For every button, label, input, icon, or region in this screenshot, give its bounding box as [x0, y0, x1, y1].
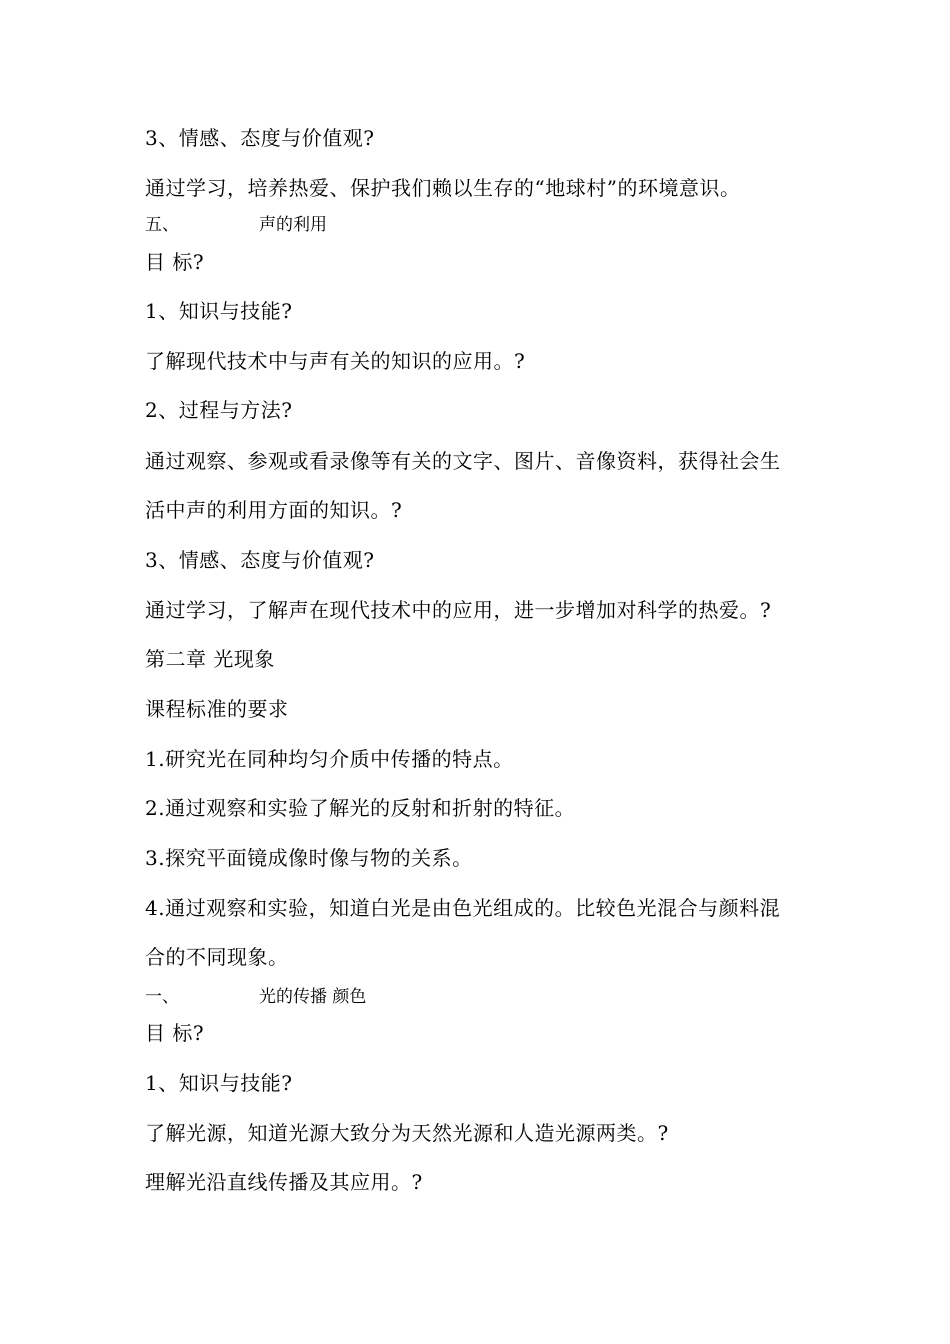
text-line: 通过观察、参观或看录像等有关的文字、图片、音像资料，获得社会生: [145, 449, 781, 473]
text-line: 3、情感、态度与价值观?: [145, 126, 375, 150]
text-line: 了解光源，知道光源大致分为天然光源和人造光源两类。?: [145, 1121, 669, 1145]
text-line: 目 标?: [145, 250, 205, 274]
section-title: 光的传播 颜色: [259, 987, 367, 1007]
list-item: 2.通过观察和实验了解光的反射和折射的特征。: [145, 796, 576, 820]
text-line: 理解光沿直线传播及其应用。?: [145, 1170, 423, 1194]
text-line: 2、过程与方法?: [145, 398, 293, 422]
text-line: 活中声的利用方面的知识。?: [145, 498, 403, 522]
text-line: 1、知识与技能?: [145, 299, 293, 323]
text-line: 合的不同现象。: [145, 945, 289, 969]
section-number: 五、: [145, 215, 179, 235]
section-number: 一、: [145, 987, 179, 1007]
text-line: 3、情感、态度与价值观?: [145, 548, 375, 572]
list-item: 3.探究平面镜成像时像与物的关系。: [145, 846, 473, 870]
text-line: 通过学习，了解声在现代技术中的应用，进一步增加对科学的热爱。?: [145, 598, 772, 622]
text-line: 目 标?: [145, 1021, 205, 1045]
text-line: 了解现代技术中与声有关的知识的应用。?: [145, 349, 526, 373]
text-line: 1、知识与技能?: [145, 1071, 293, 1095]
list-item: 4.通过观察和实验，知道白光是由色光组成的。比较色光混合与颜料混: [145, 896, 781, 920]
section-title: 声的利用: [259, 215, 327, 235]
text-line: 课程标准的要求: [145, 697, 289, 721]
list-item: 1.研究光在同种均匀介质中传播的特点。: [145, 747, 514, 771]
chapter-title: 第二章 光现象: [145, 647, 275, 671]
text-line: 通过学习，培养热爱、保护我们赖以生存的“地球村”的环境意识。: [145, 176, 741, 200]
